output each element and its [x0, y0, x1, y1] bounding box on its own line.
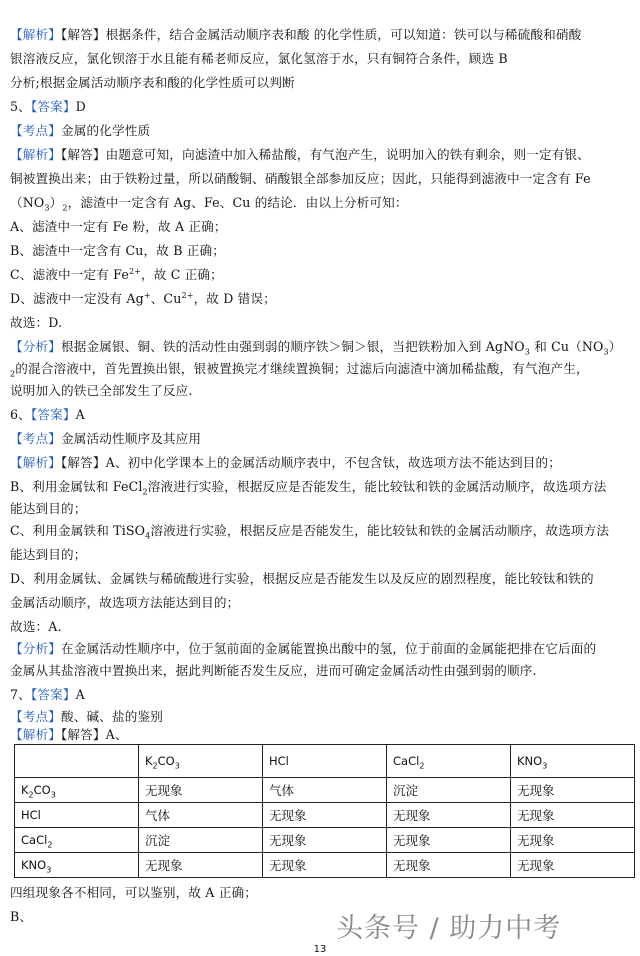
line-text: 金属从其盐溶液中置换出来，据此判断能否发生反应，进而可确定金属活动性由强到弱的顺序.	[10, 663, 537, 678]
row-label-cell	[15, 828, 139, 853]
subscript: 3	[174, 761, 180, 771]
line-text: 【解答】由题意可知，向滤渣中加入稀盐酸，有气泡产生，说明加入的铁有剩余，则一定有银、	[60, 147, 590, 162]
line-text: ，故 D 错误；	[193, 291, 276, 306]
subscript: 3	[542, 761, 548, 771]
table-row	[15, 853, 635, 878]
line-text: （NO	[10, 195, 45, 210]
answer-line	[10, 50, 630, 67]
cell-text: CaCl	[21, 833, 48, 847]
line-text: B、滤渣中一定含有 Cu，故 B 正确；	[10, 243, 225, 258]
cell-text: KNO	[21, 858, 47, 872]
answer-tag: 【答案】	[30, 407, 76, 422]
analysis-tag: 【解析】	[10, 27, 61, 42]
answer-line	[10, 360, 630, 377]
answer-line	[10, 26, 630, 43]
superscript: +	[143, 290, 151, 300]
line-text: 故选：A.	[10, 619, 62, 634]
answer-line	[10, 382, 630, 399]
cell-text: K	[21, 783, 29, 797]
answer-line	[10, 338, 630, 355]
line-text: D、利用金属钛、金属铁与稀硫酸进行实验，根据反应是否能发生以及反应的剧烈程度，能比较钛和铁的	[10, 571, 594, 586]
subscript: 2	[47, 840, 53, 850]
answer-line	[10, 618, 630, 635]
answer-value: A	[75, 407, 85, 422]
line-text: 和 Cu（NO	[530, 339, 604, 354]
table-row	[15, 803, 635, 828]
answer-line	[10, 290, 630, 307]
line-text: 、Cu	[150, 291, 182, 306]
question-6-answer	[10, 406, 630, 423]
subscript: 3	[46, 865, 52, 875]
cell-text: CO	[157, 754, 175, 768]
answer-tag: 【答案】	[30, 687, 76, 702]
question-5-topic	[10, 122, 630, 139]
topic-tag: 【考点】	[10, 431, 61, 446]
line-text: 金属活动顺序，故选项方法能达到目的；	[10, 595, 240, 610]
table-cell: 无现象	[511, 853, 635, 878]
cell-text: CaCl	[393, 754, 420, 768]
subscript: 4	[145, 531, 151, 541]
identification-table	[14, 744, 635, 878]
summary-tag: 【分析】	[10, 339, 61, 354]
line-text: 银溶液反应，氯化钡溶于水且能有稀老师反应，氯化氢溶于水，只有铜符合条件，顾选 B	[10, 51, 508, 66]
topic-tag: 【考点】	[10, 123, 61, 138]
line-text: C、利用金属铁和 TiSO	[10, 523, 146, 538]
line-text: ）	[49, 195, 63, 210]
cell-text: KNO	[517, 754, 543, 768]
table-cell: 无现象	[263, 853, 387, 878]
topic-text: 金属活动性顺序及其应用	[60, 431, 202, 446]
answer-line	[10, 74, 630, 91]
line-text: 在金属活动性顺序中，位于氢前面的金属能置换出酸中的氢，位于前面的金属能把排在它后面的	[60, 641, 597, 656]
table-row	[15, 778, 635, 803]
cell-text: CO	[33, 783, 51, 797]
line-text: A、滤渣中一定有 Fe 粉，故 A 正确；	[10, 219, 227, 234]
line-text: 【解答】A、初中化学课本上的金属活动顺序表中，不包含钛，故选项方法不能达到目的；	[60, 455, 561, 470]
table-cell: 无现象	[511, 803, 635, 828]
question-number: 6、	[10, 407, 31, 422]
table-cell: 无现象	[139, 778, 263, 803]
topic-text: 金属的化学性质	[60, 123, 151, 138]
line-text: 根据金属银、铜、铁的活动性由强到弱的顺序铁＞铜＞银，当把铁粉加入到 AgNO	[60, 339, 525, 354]
table-header-cell	[387, 745, 511, 778]
line-text: 能达到目的；	[10, 501, 87, 516]
answer-line	[10, 594, 630, 611]
table-cell: 无现象	[511, 828, 635, 853]
answer-line	[10, 546, 630, 563]
question-6-topic	[10, 430, 630, 447]
cell-text: K	[145, 754, 153, 768]
row-label-cell	[15, 778, 139, 803]
line-text: 四组现象各不相同，可以鉴别，故 A 正确；	[10, 885, 257, 900]
line-text: 说明加入的铁已全部发生了反应.	[10, 383, 193, 398]
row-label-cell	[15, 853, 139, 878]
answer-line	[10, 218, 630, 235]
answer-line	[10, 314, 630, 331]
subscript: 2	[142, 487, 148, 497]
question-5-answer	[10, 98, 630, 115]
table-cell: 无现象	[511, 778, 635, 803]
question-7-answer	[10, 686, 630, 703]
line-text: C、滤液中一定有 Fe	[10, 267, 129, 282]
answer-value: A	[75, 687, 85, 702]
line-text: 铜被置换出来；由于铁粉过量，所以硝酸铜、硝酸银全部参加反应；因此，只能得到滤液中一定含有 Fe	[10, 171, 591, 186]
summary-tag: 【分析】	[10, 641, 61, 656]
superscript: 2+	[181, 290, 194, 300]
question-5-analysis	[10, 146, 630, 163]
answer-line	[10, 242, 630, 259]
line-text: 溶液进行实验，根据反应是否能发生，能比较钛和铁的金属活动顺序，故选项方法	[147, 479, 607, 494]
question-7-analysis	[10, 726, 630, 743]
answer-line	[10, 884, 630, 901]
table-cell: 气体	[139, 803, 263, 828]
table-cell: 无现象	[263, 803, 387, 828]
question-6-analysis	[10, 454, 630, 471]
line-text: 溶液进行实验，根据反应是否能发生，能比较钛和铁的金属活动顺序，故选项方法	[150, 523, 610, 538]
page-number: 13	[313, 944, 327, 955]
table-cell: 气体	[263, 778, 387, 803]
line-text: ）	[608, 339, 622, 354]
watermark: 头条号 / 助力中考	[336, 913, 562, 944]
superscript: 2+	[128, 266, 142, 276]
table-cell: 沉淀	[387, 778, 511, 803]
line-text: 【解答】A、	[60, 727, 128, 742]
analysis-tag: 【解析】	[10, 727, 61, 742]
subscript: 2	[152, 761, 158, 771]
table-header-cell	[139, 745, 263, 778]
question-number: 5、	[10, 99, 31, 114]
table-cell: 无现象	[263, 828, 387, 853]
answer-value: D	[75, 99, 86, 114]
table-cell: 无现象	[387, 803, 511, 828]
cell-text: HCl	[269, 754, 289, 768]
line-text: 的混合溶液中，首先置换出银，银被置换完才继续置换铜；过滤后向滤渣中滴加稀盐酸，有气泡产生，	[15, 361, 589, 376]
table-cell: 无现象	[387, 853, 511, 878]
subscript: 2	[419, 761, 425, 771]
subscript: 2	[28, 790, 34, 800]
answer-line	[10, 194, 630, 211]
line-text: ，故 C 正确；	[141, 267, 223, 282]
table-header-cell	[511, 745, 635, 778]
subscript: 3	[524, 347, 531, 357]
analysis-tag: 【解析】	[10, 455, 61, 470]
question-number: 7、	[10, 687, 31, 702]
line-text: ，滤渣中一定含有 Ag、Fe、Cu 的结论．由以上分析可知：	[67, 195, 408, 210]
cell-text: HCl	[21, 808, 41, 822]
answer-line	[10, 662, 630, 679]
answer-line	[10, 500, 630, 517]
answer-line	[10, 570, 630, 587]
table-cell: 无现象	[139, 853, 263, 878]
answer-line	[10, 170, 630, 187]
answer-line	[10, 522, 630, 539]
line-text: D、滤液中一定没有 Ag	[10, 291, 144, 306]
answer-line	[10, 266, 630, 283]
question-6-summary	[10, 640, 630, 657]
table-cell: 沉淀	[139, 828, 263, 853]
subscript: 3	[44, 203, 50, 213]
line-text: B、利用金属钛和 FeCl	[10, 479, 143, 494]
topic-tag: 【考点】	[10, 709, 61, 724]
line-text: 分析;根据金属活动顺序表和酸的化学性质可以判断	[10, 75, 295, 90]
row-label-cell	[15, 803, 139, 828]
question-7-topic	[10, 708, 630, 725]
table-header-row	[15, 745, 635, 778]
subscript: 3	[50, 790, 56, 800]
answer-tag: 【答案】	[30, 99, 76, 114]
topic-text: 酸、碱、盐的鉴别	[60, 709, 163, 724]
answer-line	[10, 478, 630, 495]
table-row	[15, 828, 635, 853]
analysis-tag: 【解析】	[10, 147, 61, 162]
table-header-cell	[15, 745, 139, 778]
line-text: 能达到目的；	[10, 547, 87, 562]
line-text: B、	[10, 909, 33, 924]
subscript: 2	[62, 203, 68, 213]
table-header-cell	[263, 745, 387, 778]
table-cell: 无现象	[387, 828, 511, 853]
subscript: 2	[10, 369, 16, 379]
line-text: 【解答】根据条件，结合金属活动顺序表和酸 的化学性质，可以知道：铁可以与稀硫酸和硝酸	[60, 27, 582, 42]
line-text: 故选：D.	[10, 315, 63, 330]
subscript: 3	[603, 347, 609, 357]
